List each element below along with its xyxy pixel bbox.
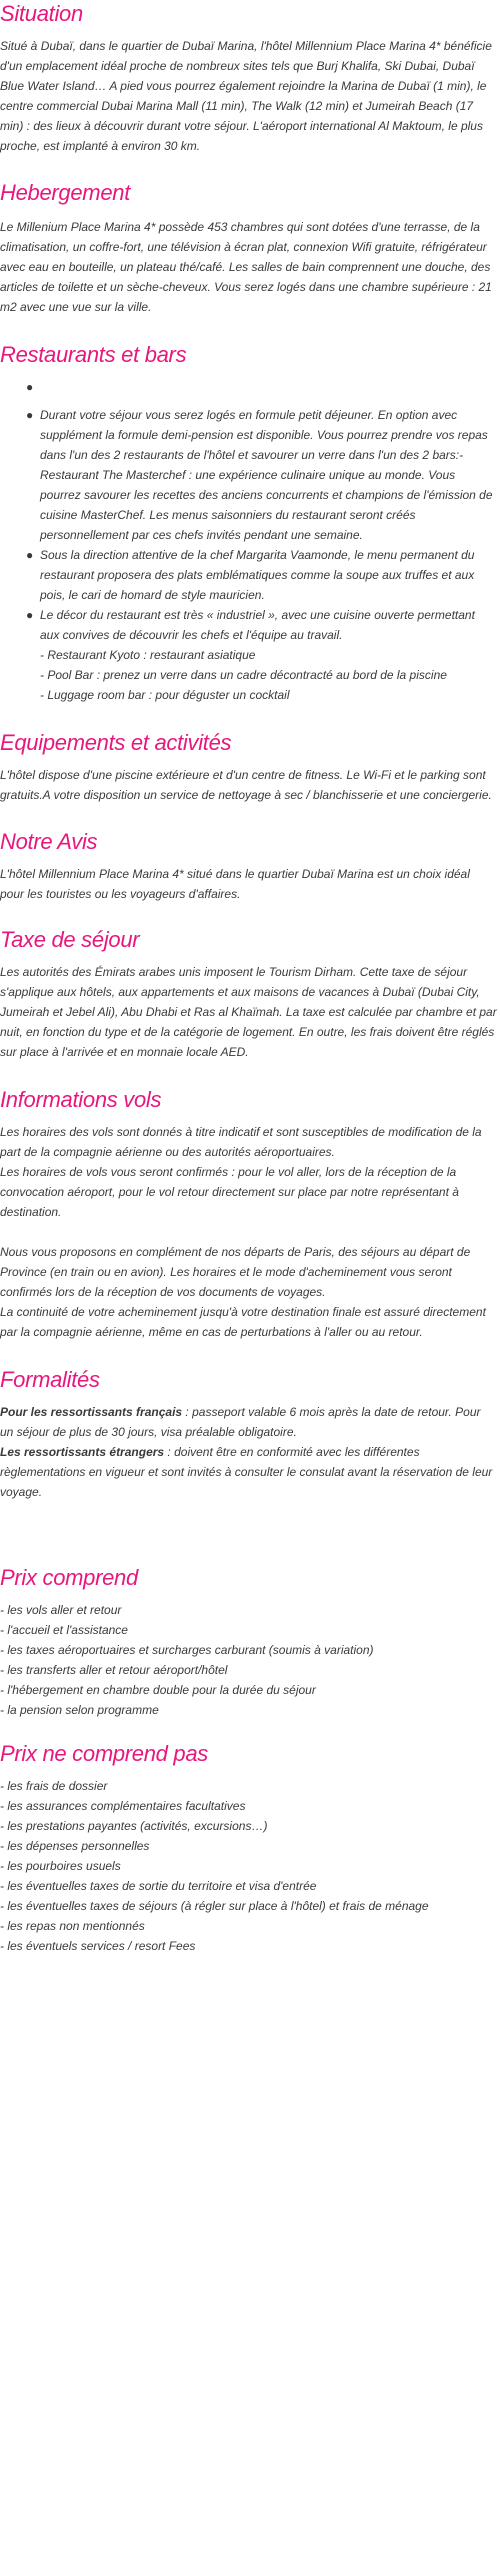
heading-vols: Informations vols: [0, 1087, 162, 1112]
section-prix-ne-comprend: [0, 1740, 497, 1956]
text-vols-4: La continuité de votre acheminement jusqu'à votre destination finale est assuré directement par la compagnie aérienne, même en cas de perturbations à l'aller ou au retour.: [0, 1305, 486, 1339]
heading-equipements: Equipements et activités: [0, 730, 232, 755]
text-vols-3: Nous vous proposons en complément de nos départs de Paris, des séjours au départ de Province (en train ou en avion). Les horaires et le mode d'acheminement vous seront confirmés lors de la réception de vos documents de voyages.: [0, 1245, 471, 1299]
list-item: ● Le décor du restaurant est très « industriel », avec une cuisine ouverte permettant aux convives de découvrir les chefs et l'équipe au travail. - Restaurant Kyoto : restaurant asiatique - Pool Bar : prenez un verre dans un cadre décontracté au bord de la piscine - Luggage room bar : pour déguster un cocktail: [0, 605, 497, 705]
list-item: - les transferts aller et retour aéroport/hôtel: [0, 1663, 228, 1677]
section-formalites: [0, 1366, 497, 1502]
list-item: - l'accueil et l'assistance: [0, 1623, 128, 1637]
list-item: [0, 377, 497, 397]
list-item: - les repas non mentionnés: [0, 1919, 145, 1933]
list-item: - les frais de dossier: [0, 1779, 108, 1793]
text-formalites-fr: Pour les ressortissants français : passeport valable 6 mois après la date de retour. Pour un séjour de plus de 30 jours, visa préalable obligatoire.: [0, 1405, 481, 1439]
list-item: ● Sous la direction attentive de la chef Margarita Vaamonde, le menu permanent du restaurant proposera des plats emblématiques comme la soupe aux truffes et aux pois, le cari de homard de style mauricien.: [0, 545, 497, 605]
sub-item-kyoto: - Restaurant Kyoto : restaurant asiatique: [40, 648, 256, 662]
section-situation: [0, 0, 497, 156]
prix-comprend-list: [0, 1600, 497, 1720]
section-prix-comprend: [0, 1564, 497, 1720]
heading-taxe: Taxe de séjour: [0, 927, 140, 952]
bullet-icon: ●: [26, 608, 34, 622]
heading-formalites: Formalités: [0, 1367, 100, 1392]
text-avis: L'hôtel Millennium Place Marina 4* situé dans le quartier Dubaï Marina est un choix idéal pour les touristes ou les voyageurs d'affaires.: [0, 867, 470, 901]
text-vols-2: Les horaires de vols vous seront confirmés : pour le vol aller, lors de la réception de la convocation aéroport, pour le vol retour directement sur place par notre représentant à destination.: [0, 1165, 459, 1219]
prix-ne-comprend-list: [0, 1776, 497, 1956]
label-ressortissants-francais: Pour les ressortissants français: [0, 1405, 183, 1419]
list-item: - les dépenses personnelles: [0, 1839, 150, 1853]
list-item: - les pourboires usuels: [0, 1859, 121, 1873]
section-restaurants: [0, 341, 497, 705]
text-taxe: Les autorités des Émirats arabes unis imposent le Tourism Dirham. Cette taxe de séjour s'applique aux hôtels, aux appartements et aux maisons de vacances à Dubaï (Dubai City, Jumeirah et Jebel Ali), Abu Dhabi et Ras al Khaïmah. La taxe est calculée par chambre et par nuit, en fonction du type et de la catégorie de logement. En outre, les frais doivent être réglés sur place à l'arrivée et en monnaie locale AED.: [0, 965, 497, 1059]
bullet-icon: ●: [26, 548, 34, 562]
section-taxe: [0, 926, 497, 1062]
list-item: - les vols aller et retour: [0, 1603, 122, 1617]
list-item: - les éventuels services / resort Fees: [0, 1939, 196, 1953]
heading-prix-comprend: Prix comprend: [0, 1565, 138, 1590]
restaurants-list: [0, 377, 497, 705]
text-situation: Situé à Dubaï, dans le quartier de Dubaï Marina, l'hôtel Millennium Place Marina 4* bénéficie d'un emplacement idéal proche de nombreux sites tels que Burj Khalifa, Ski Dubai, Dubaï Blue Water Island… A pied vous pourrez également rejoindre la Marina de Dubaï (1 min), le centre commercial Dubai Marina Mall (11 min), The Walk (12 min) et Jumeirah Beach (17 min) : des lieux à découvrir durant votre séjour. L'aéroport international Al Maktoum, le plus proche, est implanté à environ 30 km.: [0, 39, 492, 153]
text-equipements: L'hôtel dispose d'une piscine extérieure et d'un centre de fitness. Le Wi-Fi et le parking sont gratuits.A votre disposition un service de nettoyage à sec / blanchisserie et une conciergerie.: [0, 768, 492, 802]
label-ressortissants-etrangers: Les ressortissants étrangers: [0, 1445, 165, 1459]
text-vols-1: Les horaires des vols sont donnés à titre indicatif et sont susceptibles de modification de la part de la compagnie aérienne ou des autorités aéroportuaires.: [0, 1125, 482, 1159]
text-hebergement: Le Millenium Place Marina 4* possède 453 chambres qui sont dotées d'une terrasse, de la climatisation, un coffre-fort, une télévision à écran plat, connexion Wifi gratuite, réfrigérateur avec eau en bouteille, un plateau thé/café. Les salles de bain comprennent une douche, des articles de toilette et un sèche-cheveux. Vous serez logés dans une chambre supérieure : 21 m2 avec une vue sur la ville.: [0, 220, 492, 314]
section-vols: [0, 1086, 497, 1342]
heading-prix-ne-comprend: Prix ne comprend pas: [0, 1741, 208, 1766]
section-equipements: [0, 729, 497, 805]
heading-situation: Situation: [0, 1, 83, 26]
text-formalites-etrangers: Les ressortissants étrangers : doivent être en conformité avec les différentes règlementations en vigueur et sont invités à consulter le consulat avant la réservation de leur voyage.: [0, 1445, 493, 1499]
list-item: - les assurances complémentaires facultatives: [0, 1799, 246, 1813]
list-item: - l'hébergement en chambre double pour la durée du séjour: [0, 1683, 316, 1697]
bullet-icon: ●: [26, 380, 34, 394]
section-avis: [0, 828, 497, 904]
list-item: - les prestations payantes (activités, excursions…): [0, 1819, 268, 1833]
list-item: ● Durant votre séjour vous serez logés en formule petit déjeuner. En option avec supplément la formule demi-pension est disponible. Vous pourrez prendre vos repas dans l'un des 2 restaurants de l'hôtel et savourer un verre dans l'un des 2 bars:- Restaurant The Masterchef : une expérience culinaire unique au monde. Vous pourrez savourer les recettes des anciens concurrents et champions de l'émission de cuisine MasterChef. Les menus saisonniers du restaurant seront créés personnellement par ces chefs invités pendant une semaine.: [0, 405, 497, 545]
section-hebergement: [0, 179, 497, 317]
heading-avis: Notre Avis: [0, 829, 98, 854]
heading-restaurants: Restaurants et bars: [0, 342, 187, 367]
sub-item-luggage-bar: - Luggage room bar : pour déguster un cocktail: [40, 688, 290, 702]
bullet-icon: ●: [26, 408, 34, 422]
list-item: - la pension selon programme: [0, 1703, 159, 1717]
list-item: - les taxes aéroportuaires et surcharges carburant (soumis à variation): [0, 1643, 374, 1657]
sub-item-pool-bar: - Pool Bar : prenez un verre dans un cadre décontracté au bord de la piscine: [40, 668, 447, 682]
list-item: - les éventuelles taxes de séjours (à régler sur place à l'hôtel) et frais de ménage: [0, 1899, 429, 1913]
list-item: - les éventuelles taxes de sortie du territoire et visa d'entrée: [0, 1879, 317, 1893]
heading-hebergement: Hebergement: [0, 180, 130, 205]
